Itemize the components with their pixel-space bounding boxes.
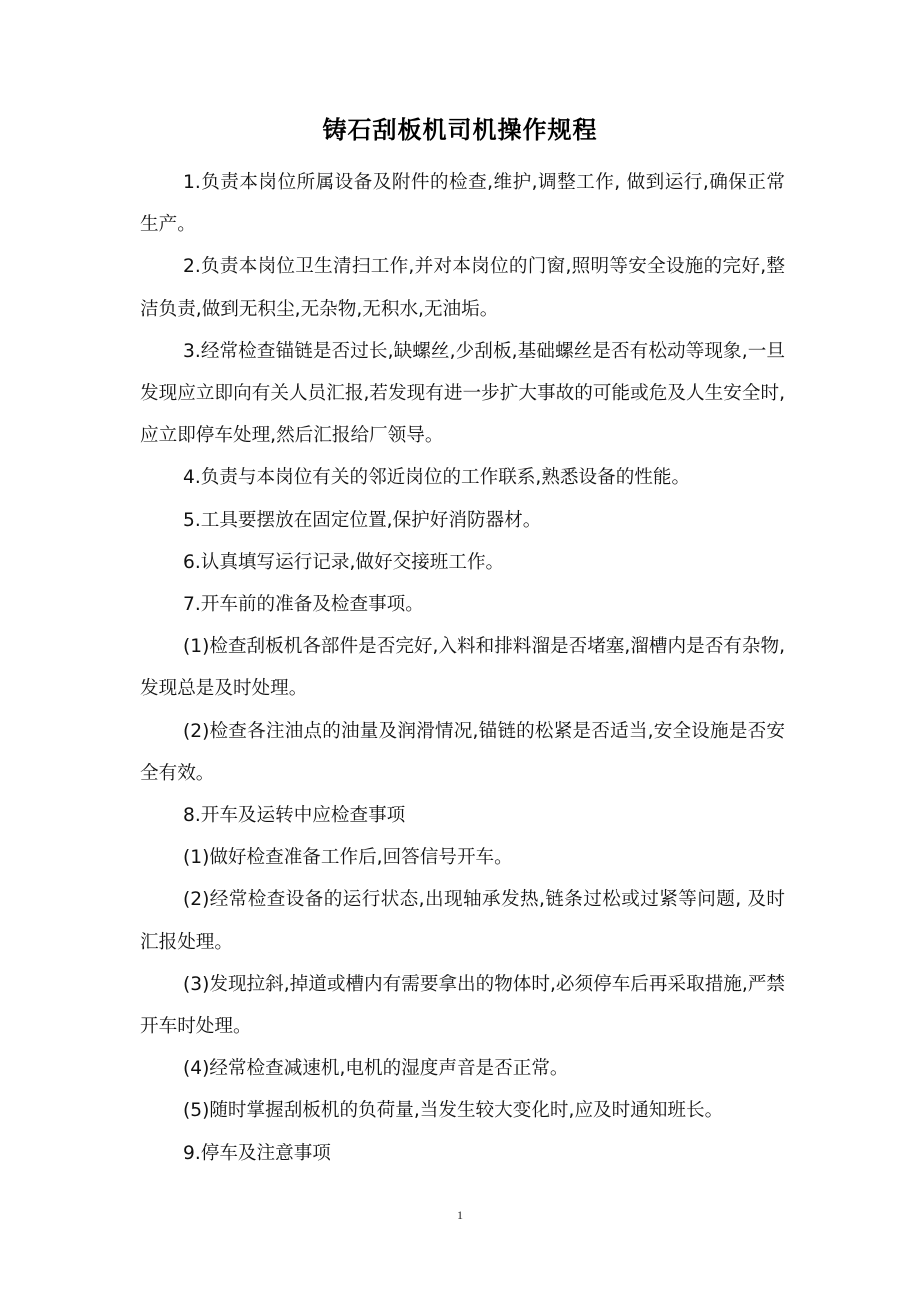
document-title: 铸石刮板机司机操作规程 (322, 116, 598, 144)
paragraph-item-2: 2.负责本岗位卫生清扫工作,并对本岗位的门窗,照明等安全设施的完好,整洁负责,做到无积尘,无杂物,无积水,无油垢。 (140, 256, 785, 320)
paragraph-item-1: 1.负责本岗位所属设备及附件的检查,维护,调整工作, 做到运行,确保正常生产。 (140, 172, 785, 236)
paragraph-item-9: 9.停车及注意事项 (183, 1142, 331, 1164)
paragraph-item-7: 7.开车前的准备及检查事项。 (183, 594, 424, 616)
paragraph-item-4: 4.负责与本岗位有关的邻近岗位的工作联系,熟悉设备的性能。 (183, 467, 691, 489)
paragraph-item-8: 8.开车及运转中应检查事项 (183, 805, 406, 827)
paragraph-item-6: 6.认真填写运行记录,做好交接班工作。 (183, 551, 505, 573)
page-number: 1 (457, 1208, 463, 1222)
paragraph-subitem-8-3: (3)发现拉斜,掉道或槽内有需要拿出的物体时,必须停车后再采取措施,严禁开车时处理。 (140, 973, 785, 1038)
paragraph-item-3: 3.经常检查锚链是否过长,缺螺丝,少刮板,基础螺丝是否有松动等现象,一旦发现应立即向有关人员汇报,若发现有进一步扩大事故的可能或危及人生安全时,应立即停车处理,然后汇报给厂领导。 (140, 340, 785, 447)
paragraph-subitem-8-2: (2)经常检查设备的运行状态,出现轴承发热,链条过松或过紧等问题, 及时汇报处理。 (140, 889, 785, 953)
paragraph-subitem-8-5: (5)随时掌握刮板机的负荷量,当发生较大变化时,应及时通知班长。 (183, 1100, 724, 1122)
document-body (140, 162, 785, 1175)
paragraph-subitem-8-1: (1)做好检查准备工作后,回答信号开车。 (183, 847, 513, 869)
paragraph-subitem-7-1: (1)检查刮板机各部件是否完好,入料和排料溜是否堵塞,溜槽内是否有杂物,发现总是及时处理。 (140, 636, 785, 700)
paragraph-subitem-8-4: (4)经常检查减速机,电机的湿度声音是否正常。 (183, 1058, 569, 1080)
paragraph-item-5: 5.工具要摆放在固定位置,保护好消防器材。 (183, 509, 542, 531)
paragraph-subitem-7-2: (2)检查各注油点的油量及润滑情况,锚链的松紧是否适当,安全设施是否安全有效。 (140, 720, 785, 784)
